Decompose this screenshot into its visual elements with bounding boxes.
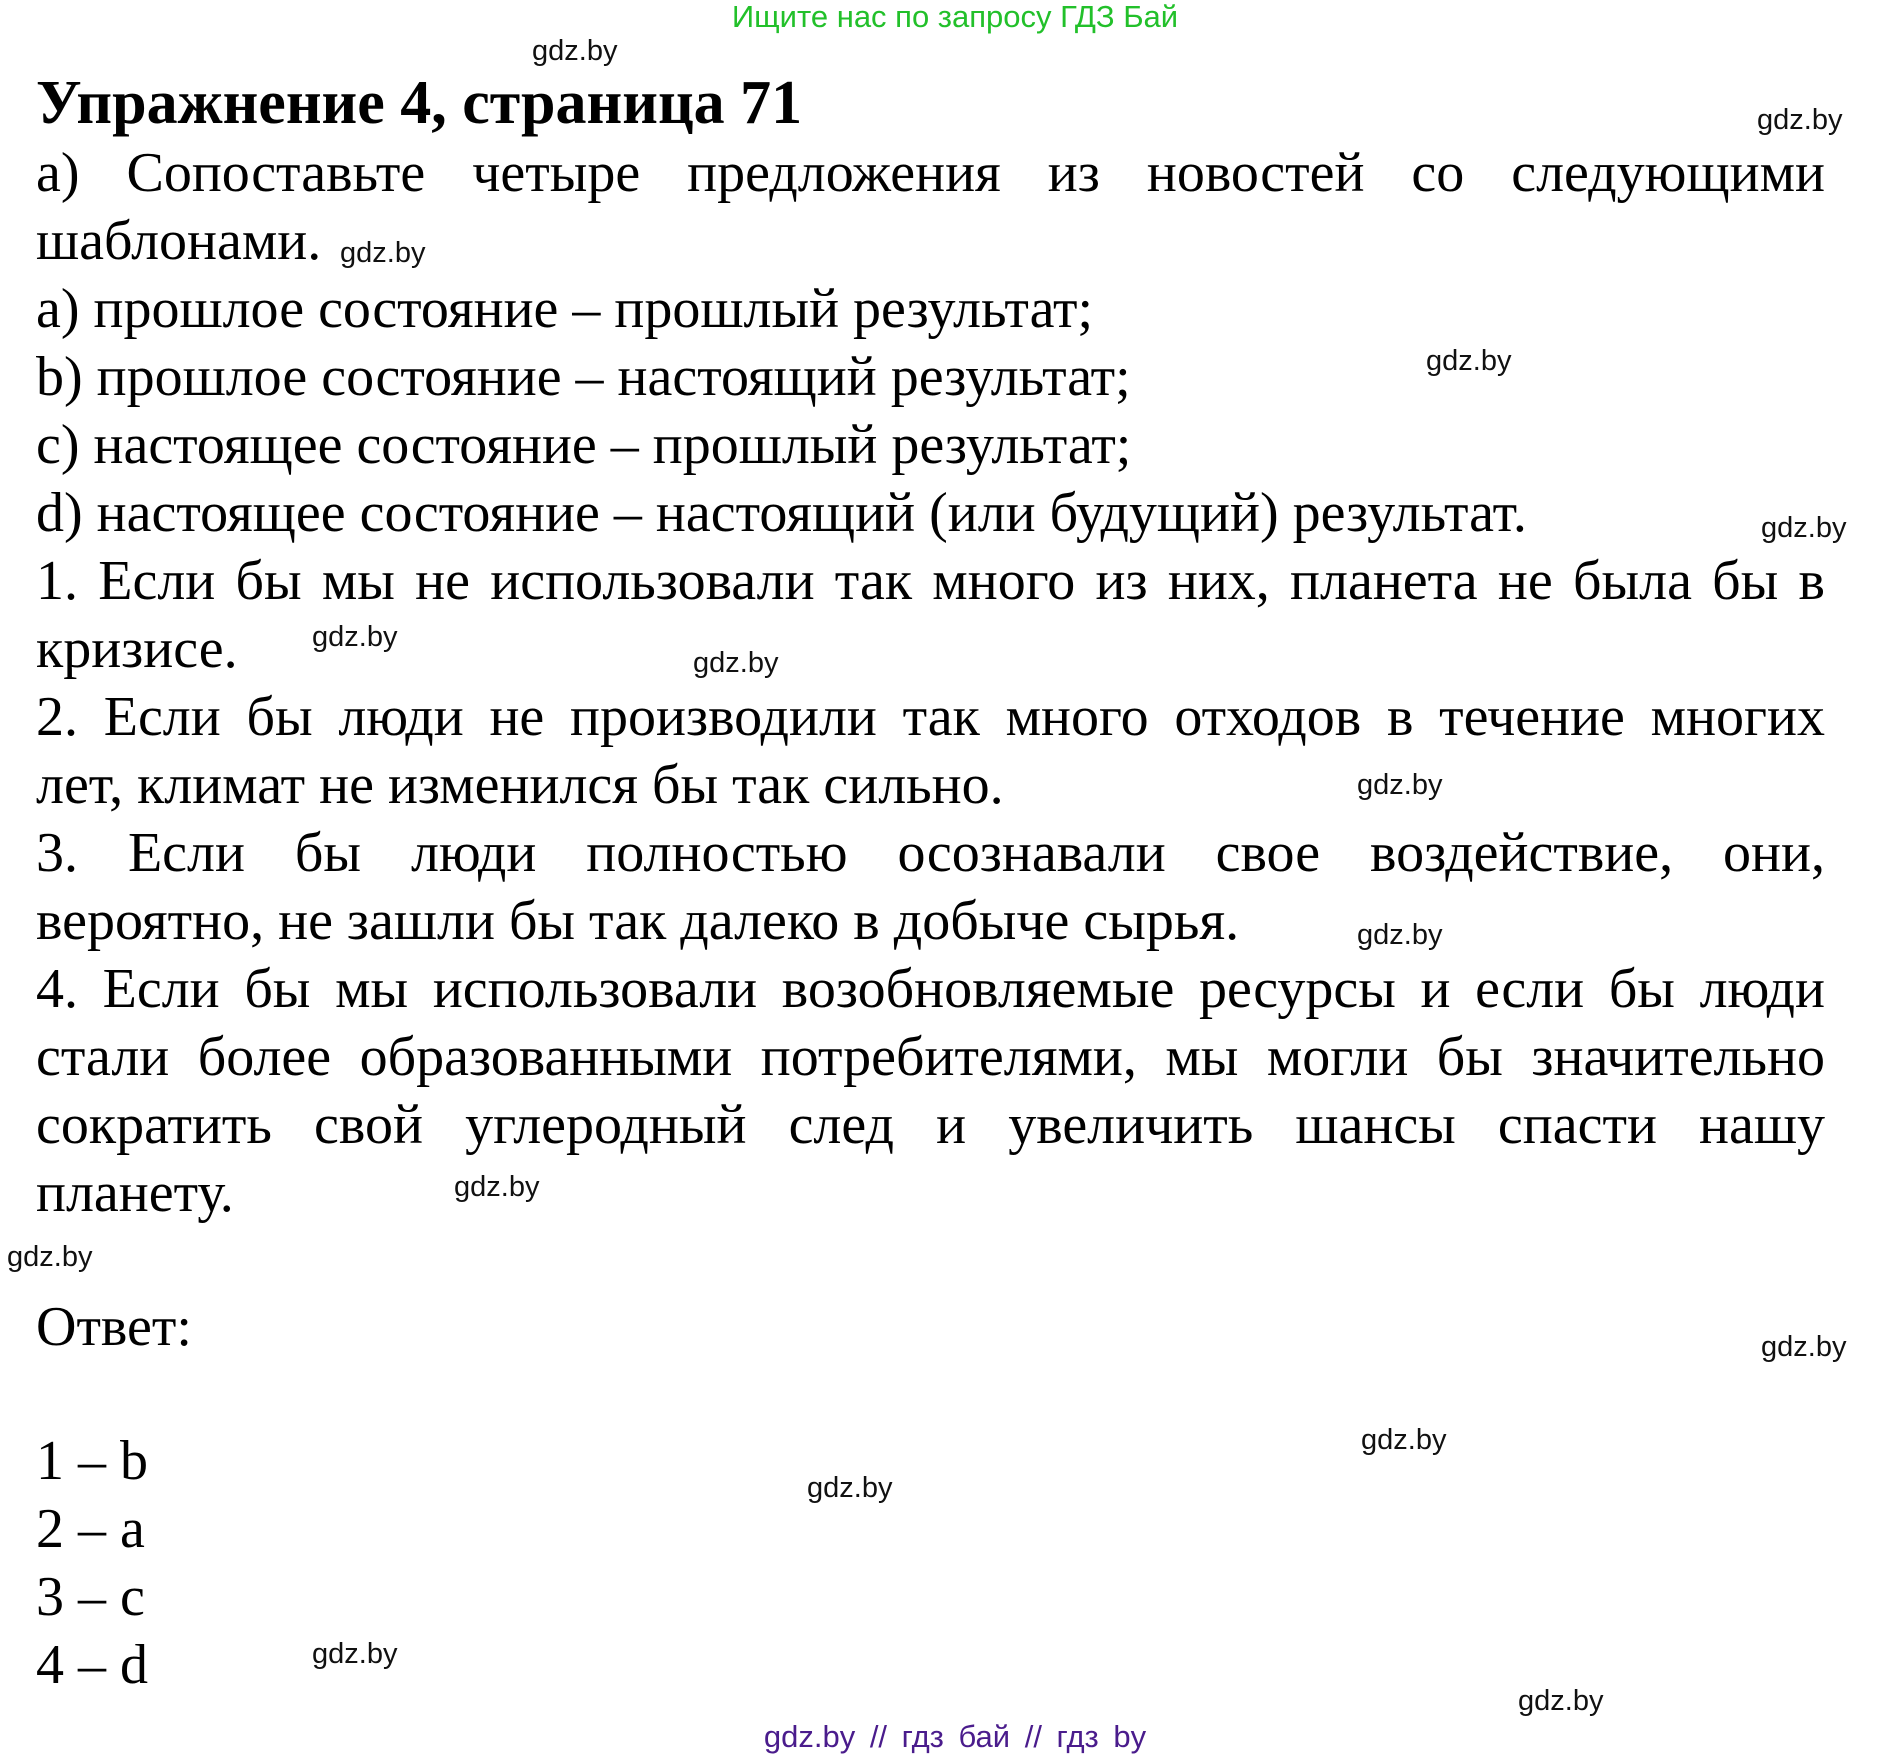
pattern-b: b) прошлое состояние – настоящий результат; <box>36 346 1131 408</box>
watermark: gdz.by <box>1761 1331 1847 1363</box>
answer-item: 4 – d <box>36 1634 148 1696</box>
watermark: gdz.by <box>1357 769 1443 801</box>
watermark: gdz.by <box>1757 104 1843 136</box>
sentence-2-cont: лет, климат не изменился бы так сильно. <box>36 754 1004 816</box>
watermark: gdz.by <box>1761 512 1847 544</box>
sentence-1: 1. Если бы мы не использовали так много из них, планета не была бы в <box>36 550 1825 612</box>
watermark: gdz.by <box>312 1638 398 1670</box>
watermark: gdz.by <box>312 621 398 653</box>
answer-label: Ответ: <box>36 1296 192 1358</box>
sentence-4-cont: планету. <box>36 1162 234 1224</box>
watermark: gdz.by <box>340 237 426 269</box>
watermark: gdz.by <box>1518 1685 1604 1717</box>
sentence-4: 4. Если бы мы использовали возобновляемые ресурсы и если бы люди <box>36 958 1825 1020</box>
footer-links: gdz.by // гдз бай // гдз by <box>763 1719 1147 1754</box>
watermark: gdz.by <box>1426 345 1512 377</box>
answer-item: 1 – b <box>36 1430 148 1492</box>
watermark: gdz.by <box>807 1472 893 1504</box>
watermark: gdz.by <box>7 1241 93 1273</box>
watermark: gdz.by <box>532 35 618 67</box>
watermark: gdz.by <box>693 647 779 679</box>
watermark: gdz.by <box>1361 1424 1447 1456</box>
pattern-d: d) настоящее состояние – настоящий (или будущий) результат. <box>36 482 1527 544</box>
watermark: gdz.by <box>454 1171 540 1203</box>
watermark: gdz.by <box>1357 919 1443 951</box>
answer-item: 2 – a <box>36 1498 145 1560</box>
sentence-3: 3. Если бы люди полностью осознавали свое воздействие, они, <box>36 822 1825 884</box>
task-line: а) Сопоставьте четыре предложения из новостей со следующими <box>36 142 1825 204</box>
task-line: шаблонами. <box>36 210 322 272</box>
exercise-title: Упражнение 4, страница 71 <box>36 69 803 137</box>
sentence-1-cont: кризисе. <box>36 618 238 680</box>
sentence-3-cont: вероятно, не зашли бы так далеко в добыче сырья. <box>36 890 1240 952</box>
pattern-c: c) настоящее состояние – прошлый результат; <box>36 414 1132 476</box>
sentence-4-cont: сократить свой углеродный след и увеличить шансы спасти нашу <box>36 1094 1825 1156</box>
answer-item: 3 – c <box>36 1566 145 1628</box>
sentence-2: 2. Если бы люди не производили так много отходов в течение многих <box>36 686 1825 748</box>
sentence-4-cont: стали более образованными потребителями, мы могли бы значительно <box>36 1026 1825 1088</box>
pattern-a: a) прошлое состояние – прошлый результат; <box>36 278 1093 340</box>
search-banner: Ищите нас по запросу ГДЗ Бай <box>731 0 1179 34</box>
